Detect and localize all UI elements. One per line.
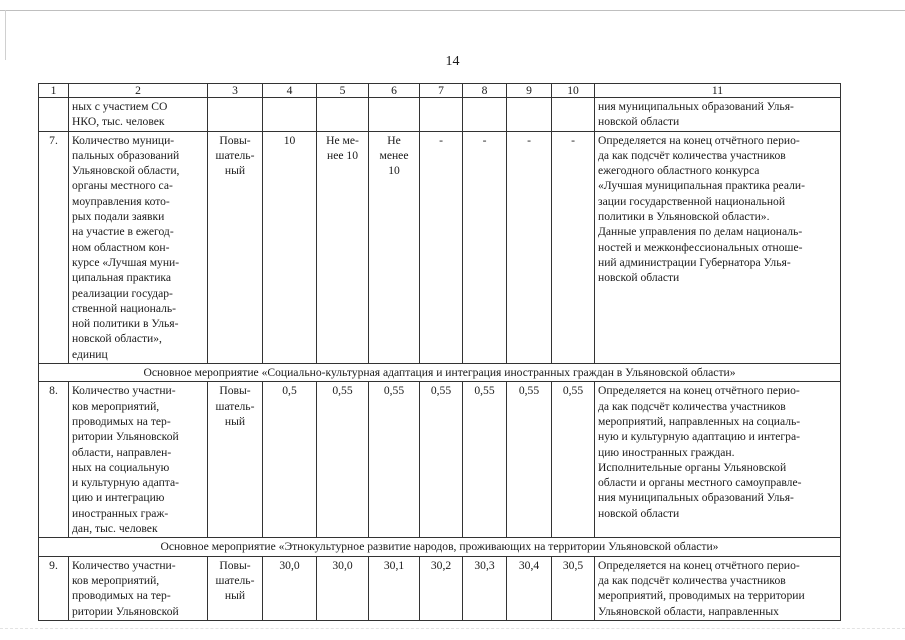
scan-edge-bottom bbox=[0, 628, 905, 629]
cell-line: моуправления кото- bbox=[72, 194, 170, 208]
value-cell: 0,55 bbox=[317, 382, 369, 538]
cell-line: цию и интеграцию bbox=[72, 491, 165, 505]
indicator-name-cell bbox=[69, 98, 208, 132]
cell-line: мероприятий, направленных на социаль- bbox=[598, 414, 801, 428]
cell-line: ную и культурную адаптацию и интегра- bbox=[598, 430, 800, 444]
cell-line: Определяется на конец отчётного перио- bbox=[598, 384, 800, 398]
cell-line: курсе «Лучшая муни- bbox=[72, 255, 180, 269]
cell-line: ственной националь- bbox=[72, 301, 177, 315]
cell-line: Повы- bbox=[219, 133, 251, 147]
cell-line: да как подсчёт количества участников bbox=[598, 148, 786, 162]
cell-line: НКО, тыс. человек bbox=[72, 115, 165, 129]
cell-line: и культурную адапта- bbox=[72, 476, 180, 490]
cell-line: Количество участни- bbox=[72, 558, 176, 572]
cell-line: ных с участием СО bbox=[72, 100, 168, 113]
cell-line: реализации государ- bbox=[72, 286, 173, 300]
value-cell: - bbox=[507, 131, 552, 363]
value-cell: 30,5 bbox=[552, 556, 595, 620]
type-cell bbox=[208, 382, 263, 538]
cell-line: пальных образований bbox=[72, 148, 180, 162]
table-row bbox=[39, 131, 841, 363]
section-heading: Основное мероприятие «Этнокультурное развитие народов, проживающих на территории Ульяновской области» bbox=[39, 538, 841, 556]
cell-line: Данные управления по делам националь- bbox=[598, 225, 803, 239]
header-cell: 3 bbox=[208, 84, 263, 98]
row-number: 9. bbox=[39, 556, 69, 620]
cell-line: нее 10 bbox=[327, 148, 358, 162]
cell-line: Повы- bbox=[219, 384, 251, 398]
header-cell: 2 bbox=[69, 84, 208, 98]
cell-line: органы местного са- bbox=[72, 179, 173, 193]
cell-line: новской области», bbox=[72, 332, 162, 346]
page-number: 14 bbox=[445, 54, 460, 69]
cell-line: ния муниципальных образований Улья- bbox=[598, 100, 794, 113]
cell-line: области, направлен- bbox=[72, 445, 172, 459]
value-cell: 30,4 bbox=[507, 556, 552, 620]
value-cell: 30,0 bbox=[317, 556, 369, 620]
value-cell bbox=[317, 131, 369, 363]
cell-line: области и органы местного самоуправле- bbox=[598, 476, 802, 490]
cell-line: новской области bbox=[598, 115, 680, 129]
cell-line: Количество муници- bbox=[72, 133, 175, 147]
table-row bbox=[39, 556, 841, 620]
type-cell bbox=[208, 556, 263, 620]
header-cell: 10 bbox=[552, 84, 595, 98]
section-heading: Основное мероприятие «Социально-культурная адаптация и интеграция иностранных граждан в Ульяновской области» bbox=[39, 364, 841, 382]
cell-line: ритории Ульяновской bbox=[72, 430, 179, 444]
method-cell bbox=[595, 98, 841, 132]
cell-line: Исполнительные органы Ульяновской bbox=[598, 460, 787, 474]
value-cell: 0,55 bbox=[369, 382, 420, 538]
cell-line: ния муниципальных образований Улья- bbox=[598, 491, 794, 505]
value-cell: 0,55 bbox=[463, 382, 507, 538]
cell-line: Количество участни- bbox=[72, 384, 176, 398]
cell-line: Не bbox=[387, 133, 401, 147]
table-row bbox=[39, 382, 841, 538]
scan-edge-top bbox=[0, 10, 905, 11]
cell-line: ный bbox=[224, 589, 246, 603]
cell-line: да как подсчёт количества участников bbox=[598, 573, 786, 587]
cell-line: ний администрации Губернатора Улья- bbox=[598, 255, 791, 269]
value-cell: - bbox=[463, 131, 507, 363]
cell-line: дан, тыс. человек bbox=[72, 522, 158, 536]
value-cell: 30,2 bbox=[420, 556, 463, 620]
indicators-table bbox=[38, 83, 841, 621]
cell-line: да как подсчёт количества участников bbox=[598, 399, 786, 413]
cell-line: иностранных граж- bbox=[72, 506, 169, 520]
cell-line: 10 bbox=[388, 164, 400, 178]
section-heading-row bbox=[39, 538, 841, 556]
cell-line: новской области bbox=[598, 271, 680, 285]
header-row bbox=[39, 84, 841, 98]
scan-edge-left bbox=[5, 10, 6, 60]
cell-line: ный bbox=[224, 414, 246, 428]
cell-line: Не ме- bbox=[326, 133, 359, 147]
cell-line: ных на социальную bbox=[72, 460, 170, 474]
cell-line: проводимых на тер- bbox=[72, 589, 171, 603]
cell-line: ной политики в Улья- bbox=[72, 317, 179, 331]
header-cell: 11 bbox=[595, 84, 841, 98]
header-cell: 4 bbox=[263, 84, 317, 98]
method-cell bbox=[595, 556, 841, 620]
header-cell: 1 bbox=[39, 84, 69, 98]
continuation-row bbox=[39, 98, 841, 132]
row-number: 7. bbox=[39, 131, 69, 363]
cell-line: шатель- bbox=[215, 399, 255, 413]
cell-line: Ульяновской области, направленных bbox=[598, 604, 779, 618]
header-cell: 5 bbox=[317, 84, 369, 98]
value-cell: 0,5 bbox=[263, 382, 317, 538]
cell-line: ежегодного областного конкурса bbox=[598, 164, 760, 178]
indicator-name-cell bbox=[69, 131, 208, 363]
value-cell: - bbox=[420, 131, 463, 363]
value-cell: - bbox=[552, 131, 595, 363]
cell-line: ков мероприятий, bbox=[72, 399, 160, 413]
value-cell: 30,3 bbox=[463, 556, 507, 620]
cell-line: Определяется на конец отчётного перио- bbox=[598, 133, 800, 147]
cell-line: цию иностранных граждан. bbox=[598, 445, 735, 459]
row-number: 8. bbox=[39, 382, 69, 538]
cell-line: рых подали заявки bbox=[72, 210, 165, 224]
cell-line: «Лучшая муниципальная практика реали- bbox=[598, 179, 805, 193]
header-cell: 8 bbox=[463, 84, 507, 98]
indicator-name-cell bbox=[69, 556, 208, 620]
indicator-name-cell bbox=[69, 382, 208, 538]
cell-line: ципальная практика bbox=[72, 271, 172, 285]
cell-line: ном областном кон- bbox=[72, 240, 170, 254]
cell-line: мероприятий, проводимых на территории bbox=[598, 589, 805, 603]
cell-line: политики в Ульяновской области». bbox=[598, 210, 770, 224]
cell-line: ный bbox=[224, 164, 246, 178]
cell-line: шатель- bbox=[215, 148, 255, 162]
value-cell bbox=[369, 131, 420, 363]
cell-line: ностей и межконфессиональных отноше- bbox=[598, 240, 803, 254]
value-cell: 0,55 bbox=[420, 382, 463, 538]
header-cell: 9 bbox=[507, 84, 552, 98]
value-cell: 30,0 bbox=[263, 556, 317, 620]
cell-line: менее bbox=[379, 148, 409, 162]
cell-line: Определяется на конец отчётного перио- bbox=[598, 558, 800, 572]
cell-line: на участие в ежегод- bbox=[72, 225, 174, 239]
cell-line: Повы- bbox=[219, 558, 251, 572]
type-cell bbox=[208, 131, 263, 363]
header-cell: 6 bbox=[369, 84, 420, 98]
cell-line: проводимых на тер- bbox=[72, 414, 171, 428]
method-cell bbox=[595, 382, 841, 538]
cell-line: шатель- bbox=[215, 573, 255, 587]
cell-line: единиц bbox=[72, 347, 108, 361]
method-cell bbox=[595, 131, 841, 363]
cell-line: зации государственной национальной bbox=[598, 194, 786, 208]
value-cell: 10 bbox=[263, 131, 317, 363]
value-cell: 30,1 bbox=[369, 556, 420, 620]
cell-line: новской области bbox=[598, 506, 680, 520]
cell-line: Ульяновской области, bbox=[72, 164, 180, 178]
cell-line: ков мероприятий, bbox=[72, 573, 160, 587]
value-cell: 0,55 bbox=[507, 382, 552, 538]
cell-line: ритории Ульяновской bbox=[72, 604, 179, 618]
header-cell: 7 bbox=[420, 84, 463, 98]
section-heading-row bbox=[39, 364, 841, 382]
value-cell: 0,55 bbox=[552, 382, 595, 538]
